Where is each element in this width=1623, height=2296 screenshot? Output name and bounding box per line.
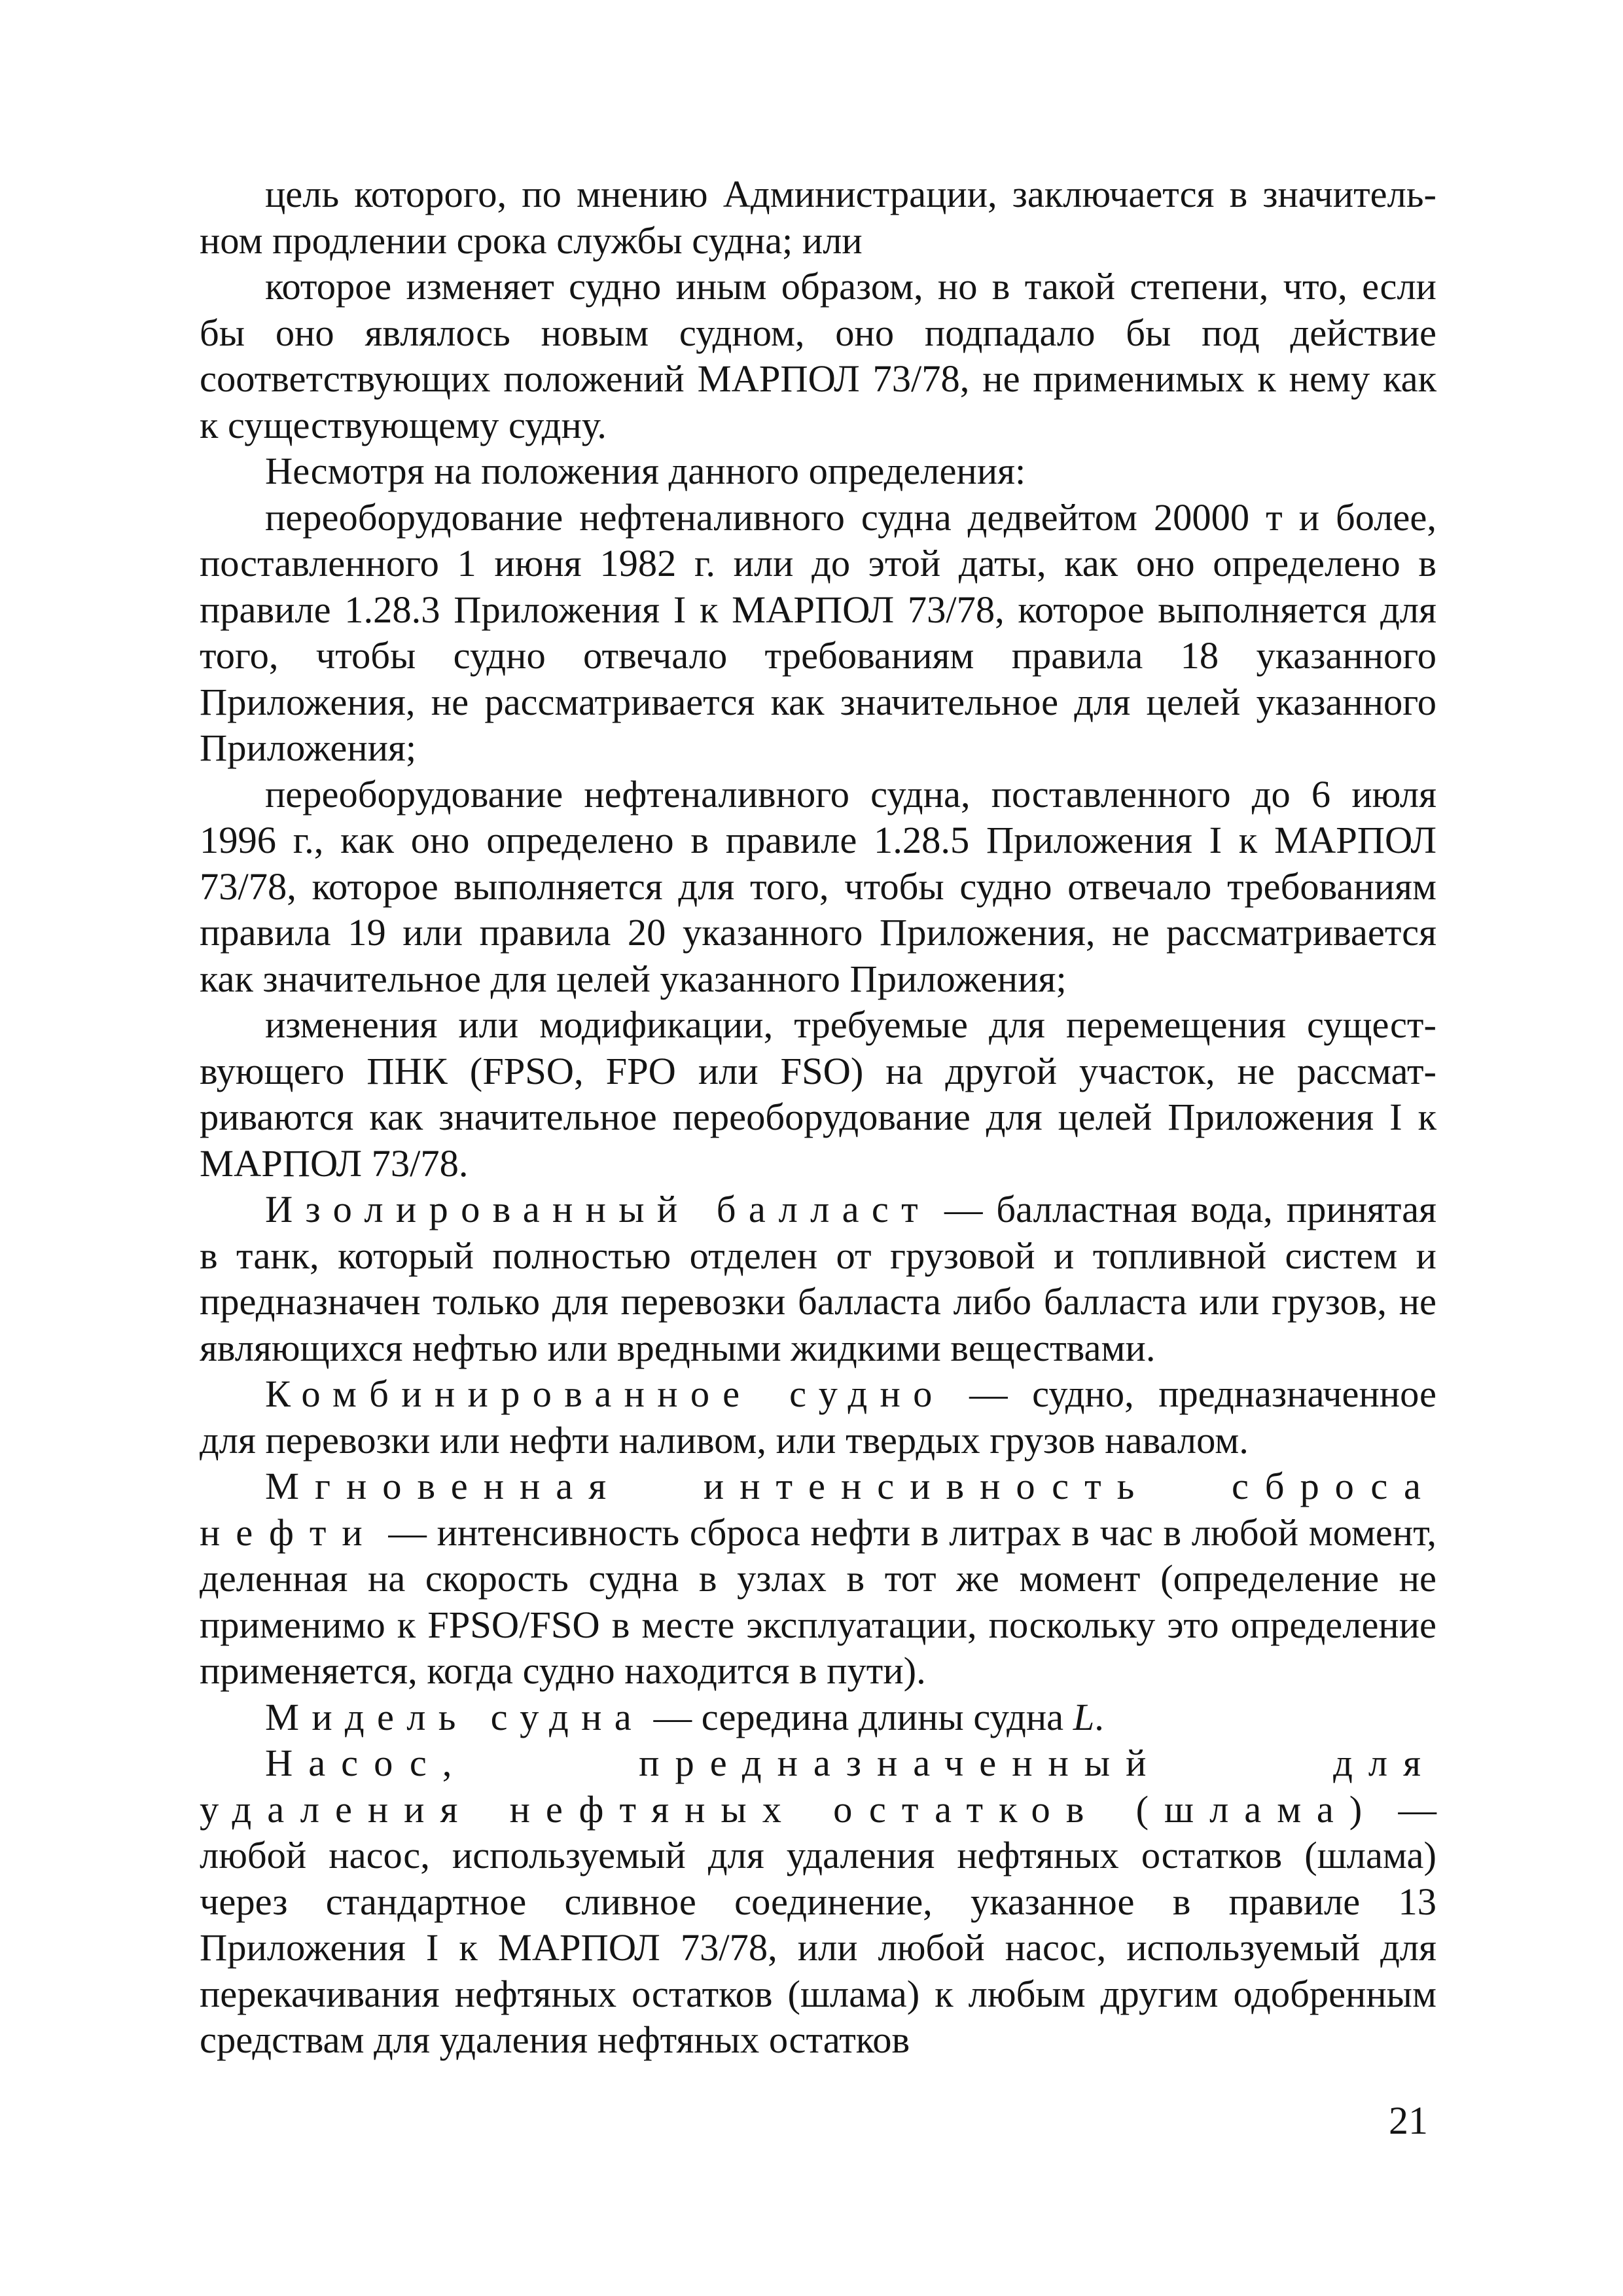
paragraph: изменения или модификации, требуемые для перемещения существующего ПНК (FPSO, FPO или FSO) на другой участок, не рассматриваются как значительное переоборудование для целей Приложения I к МАРПОЛ 73/78.	[200, 1003, 1436, 1185]
definition-combination-carrier	[200, 1371, 1436, 1463]
page-body	[200, 171, 1436, 2064]
definition-text: — интенсивность сброса нефти в литрах в час в любой момент, деленная на скорость судна в узлах в тот же момент (определение не применимо к FPSO/FSO в месте эксплуатации, поскольку это определение применяется, когда судно находится в пути).	[200, 1511, 1436, 1692]
paragraph: переоборудование нефтеналивного судна, поставленного до 6 июля 1996 г., как оно определено в правиле 1.28.5 Приложения I к МАРПОЛ 73/78, которое выполняется для того, чтобы судно отвечало требованиям правила 19 или правила 20 указанного Приложения, не рассматривается как значительное для целей указанного Приложения;	[200, 772, 1436, 1000]
definition-symbol: L	[1073, 1695, 1095, 1738]
paragraph: цель которого, по мнению Администрации, заключается в значительном продлении срока службы судна; или	[200, 173, 1436, 262]
definition-term: Мгновенная интенсивность сброса нефти	[200, 1465, 1436, 1554]
definition-isolated-ballast	[200, 1187, 1436, 1371]
page-number: 21	[1389, 2099, 1428, 2142]
definition-amidships	[200, 1695, 1436, 1741]
definition-tail: .	[1094, 1695, 1104, 1738]
definition-term: Изолированный балласт	[265, 1188, 931, 1230]
paragraph: которое изменяет судно иным образом, но в такой степени, что, если бы оно являлось новым судном, оно подпадало бы под действие соответствующих положений МАРПОЛ 73/78, не применимых к нему как к существующему судну.	[200, 265, 1436, 446]
definition-sludge-pump	[200, 1740, 1436, 2064]
definition-text: — судно, предназначенное для перевозки или нефти наливом, или твердых грузов навалом.	[200, 1372, 1436, 1462]
definition-text: — любой насос, используемый для удаления нефтяных остатков (шлама) через стандартное сливное соединение, указанное в правиле 13 Приложения I к МАРПОЛ 73/78, или любой насос, используемый для перекачивания нефтяных остатков (шлама) к любым другим одобренным средствам для удаления нефтяных остатков	[200, 1787, 1436, 2061]
paragraph: переоборудование нефтеналивного судна дедвейтом 20000 т и более, поставленного 1 июня 1982 г. или до этой даты, как оно определено в правиле 1.28.3 Приложения I к МАРПОЛ 73/78, которое выполняется для того, чтобы судно отвечало требованиям правила 18 указанного Приложения, не рассматривается как значительное для целей указанного Приложения;	[200, 495, 1436, 769]
definition-term: Насос, предназначенный для удаления нефтяных остатков (шлама)	[200, 1742, 1436, 1831]
definition-term: Комбинированное судно	[265, 1372, 945, 1415]
definition-term: Мидель судна	[265, 1695, 645, 1738]
definition-instantaneous-discharge-rate	[200, 1463, 1436, 1695]
definition-text: — балластная вода, принятая в танк, который полностью отделен от грузовой и топливной систем и предназначен только для перевозки балласта либо балласта или грузов, не являющихся нефтью или вредными жидкими веществами.	[200, 1188, 1436, 1369]
definition-text: — середина длины судна	[644, 1695, 1073, 1738]
paragraph: Несмотря на положения данного определения:	[265, 450, 1026, 492]
